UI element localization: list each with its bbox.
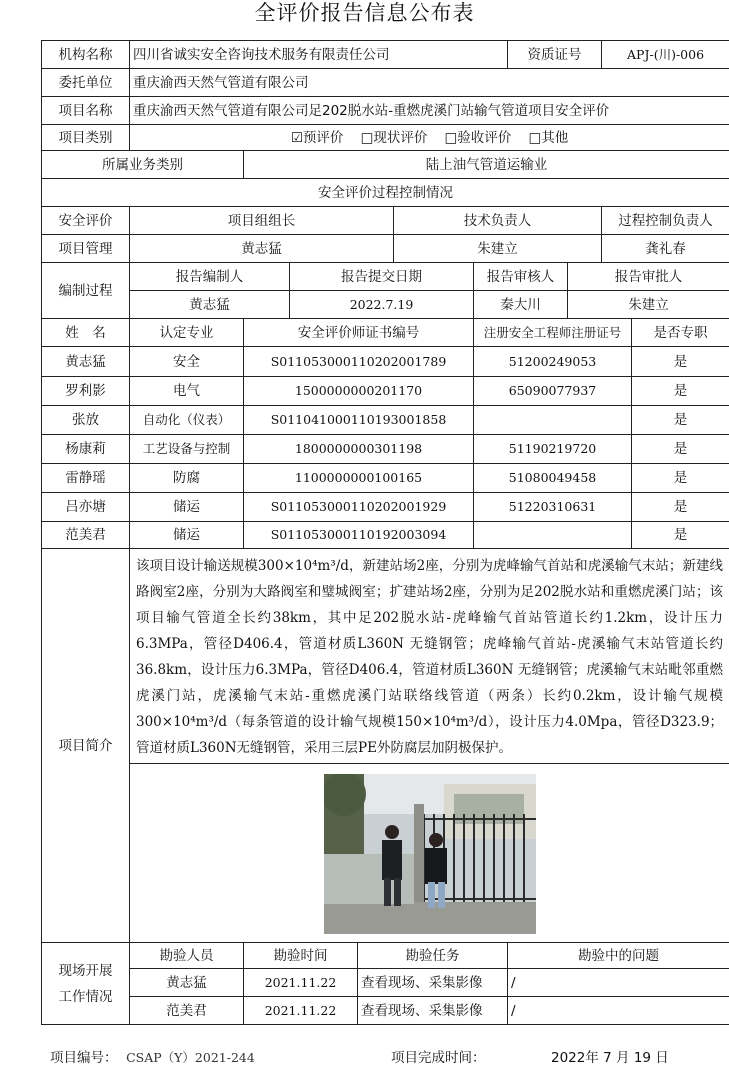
staff-cert: 1500000000201170: [244, 377, 474, 406]
staff-name: 吕亦塘: [42, 493, 130, 522]
category-options: [130, 125, 729, 151]
staff-fulltime: 是: [632, 406, 729, 435]
staff-header-fulltime: 是否专职: [632, 319, 729, 347]
compile-value-approver: 朱建立: [568, 291, 729, 319]
field-person: 黄志猛: [130, 969, 244, 997]
field-person: 范美君: [130, 997, 244, 1025]
staff-cert: 1100000000100165: [244, 464, 474, 493]
staff-fulltime: 是: [632, 493, 729, 522]
client-label: 委托单位: [42, 69, 130, 97]
mgmt-header-tech: 技术负责人: [394, 207, 602, 235]
staff-cert: S011041000110193001858: [244, 406, 474, 435]
page-title: 全评价报告信息公布表: [254, 1, 475, 25]
table-row: [42, 493, 729, 522]
staff-major: 防腐: [130, 464, 244, 493]
table-row: [42, 464, 729, 493]
field-time: 2021.11.22: [244, 969, 358, 997]
field-header-issue: 勘验中的问题: [508, 943, 729, 969]
table-row: [42, 997, 729, 1025]
info-table: [41, 40, 729, 1025]
checkbox-status-eval[interactable]: □现状评价: [360, 129, 428, 146]
staff-fulltime: 是: [632, 347, 729, 377]
staff-header-reg: 注册安全工程师注册证号: [474, 319, 632, 347]
compile-value-date: 2022.7.19: [290, 291, 474, 319]
mgmt-header-leader: 项目组组长: [130, 207, 394, 235]
staff-reg: 51080049458: [474, 464, 632, 493]
staff-name: 范美君: [42, 522, 130, 549]
staff-reg: 51220310631: [474, 493, 632, 522]
footer-finish-time: 项目完成时间：: [391, 1050, 486, 1066]
staff-name: 罗利影: [42, 377, 130, 406]
staff-name: 雷静瑶: [42, 464, 130, 493]
site-photo: [324, 774, 536, 934]
staff-reg: 51200249053: [474, 347, 632, 377]
field-header-time: 勘验时间: [244, 943, 358, 969]
cert-label: 资质证号: [508, 41, 602, 69]
field-task: 查看现场、采集影像: [358, 997, 508, 1025]
staff-major: 安全: [130, 347, 244, 377]
staff-reg: 65090077937: [474, 377, 632, 406]
compile-header-approver: 报告审批人: [568, 263, 729, 291]
table-row: [42, 377, 729, 406]
mgmt-value-leader: 黄志猛: [130, 235, 394, 263]
staff-header-cert: 安全评价师证书编号: [244, 319, 474, 347]
table-row: [42, 969, 729, 997]
business-label: 所属业务类别: [42, 151, 244, 179]
staff-name: 黄志猛: [42, 347, 130, 377]
staff-header-major: 认定专业: [130, 319, 244, 347]
staff-major: 电气: [130, 377, 244, 406]
staff-fulltime: 是: [632, 464, 729, 493]
mgmt-label-1: 安全评价: [42, 207, 130, 235]
compile-header-reviewer: 报告审核人: [474, 263, 568, 291]
staff-major: 自动化（仪表）: [130, 406, 244, 435]
client-value: 重庆渝西天然气管道有限公司: [130, 69, 729, 97]
staff-major: 储运: [130, 522, 244, 549]
org-value: 四川省诚实安全咨询技术服务有限责任公司: [130, 41, 508, 69]
compile-label: 编制过程: [42, 263, 130, 319]
checkbox-other[interactable]: □其他: [528, 129, 569, 146]
table-row: [42, 406, 729, 435]
checkbox-pre-eval[interactable]: ☑预评价: [290, 129, 344, 146]
table-row: [42, 435, 729, 464]
staff-reg: [474, 522, 632, 549]
field-time: 2021.11.22: [244, 997, 358, 1025]
staff-reg: 51190219720: [474, 435, 632, 464]
field-issue: /: [508, 997, 729, 1025]
summary-text: 该项目设计输送规模300×10⁴m³/d，新建站场2座，分别为虎峰输气首站和虎溪输气末站；新建线路阀室2座，分别为大路阀室和璧城阀室；扩建站场2座，分别为足202脱水站和重燃虎溪门站；该项目输气管道全长约38km，其中足202脱水站-虎峰输气首站管道长约1.2km，设计压力6.3MPa，管径D406.4，管道材质L360N 无缝钢管；虎峰输气首站-虎溪输气末站管道长约36.8km，设计压力6.3MPa，管径D406.4，管道材质L360N 无缝钢管；虎溪输气末站毗邻重燃虎溪门站，虎溪输气末站-重燃虎溪门站联络线管道（两条）长约0.2km，设计输气规模300×10⁴m³/d（每条管道的设计输气规模150×10⁴m³/d），设计压力4.0Mpa，管径D323.9；管道材质L360N无缝钢管，采用三层PE外防腐层加阴极保护。: [130, 549, 729, 764]
staff-fulltime: 是: [632, 377, 729, 406]
process-header: 安全评价过程控制情况: [42, 179, 729, 207]
compile-header-date: 报告提交日期: [290, 263, 474, 291]
org-label: 机构名称: [42, 41, 130, 69]
summary-label: 项目简介: [42, 549, 130, 943]
project-label: 项目名称: [42, 97, 130, 125]
field-header-person: 勘验人员: [130, 943, 244, 969]
staff-fulltime: 是: [632, 435, 729, 464]
staff-header-name: 姓 名: [42, 319, 130, 347]
site-photo-cell: [130, 764, 729, 943]
staff-name: 张放: [42, 406, 130, 435]
table-row: [42, 522, 729, 549]
staff-fulltime: 是: [632, 522, 729, 549]
staff-cert: 1800000000301198: [244, 435, 474, 464]
project-value: 重庆渝西天然气管道有限公司足202脱水站-重燃虎溪门站输气管道项目安全评价: [130, 97, 729, 125]
mgmt-header-process: 过程控制负责人: [602, 207, 729, 235]
compile-value-author: 黄志猛: [130, 291, 290, 319]
footer-project-no: 项目编号： CSAP（Y）2021-244: [50, 1050, 255, 1066]
checkbox-acceptance-eval[interactable]: □验收评价: [444, 129, 512, 146]
staff-major: 储运: [130, 493, 244, 522]
business-value: 陆上油气管道运输业: [244, 151, 729, 179]
mgmt-label-2: 项目管理: [42, 235, 130, 263]
field-issue: /: [508, 969, 729, 997]
staff-cert: S011053000110202001789: [244, 347, 474, 377]
field-task: 查看现场、采集影像: [358, 969, 508, 997]
compile-header-author: 报告编制人: [130, 263, 290, 291]
mgmt-value-process: 龚礼春: [602, 235, 729, 263]
staff-cert: S011053000110202001929: [244, 493, 474, 522]
table-row: [42, 347, 729, 377]
staff-major: 工艺设备与控制: [130, 435, 244, 464]
staff-cert: S011053000110192003094: [244, 522, 474, 549]
fieldwork-label: 现场开展 工作情况: [42, 943, 130, 1025]
mgmt-value-tech: 朱建立: [394, 235, 602, 263]
cert-value: APJ-(川)-006: [602, 41, 729, 69]
compile-value-reviewer: 秦大川: [474, 291, 568, 319]
category-label: 项目类别: [42, 125, 130, 151]
field-header-task: 勘验任务: [358, 943, 508, 969]
staff-reg: [474, 406, 632, 435]
footer-finish-date: 2022年 7 月 19 日: [551, 1050, 669, 1066]
staff-name: 杨康莉: [42, 435, 130, 464]
